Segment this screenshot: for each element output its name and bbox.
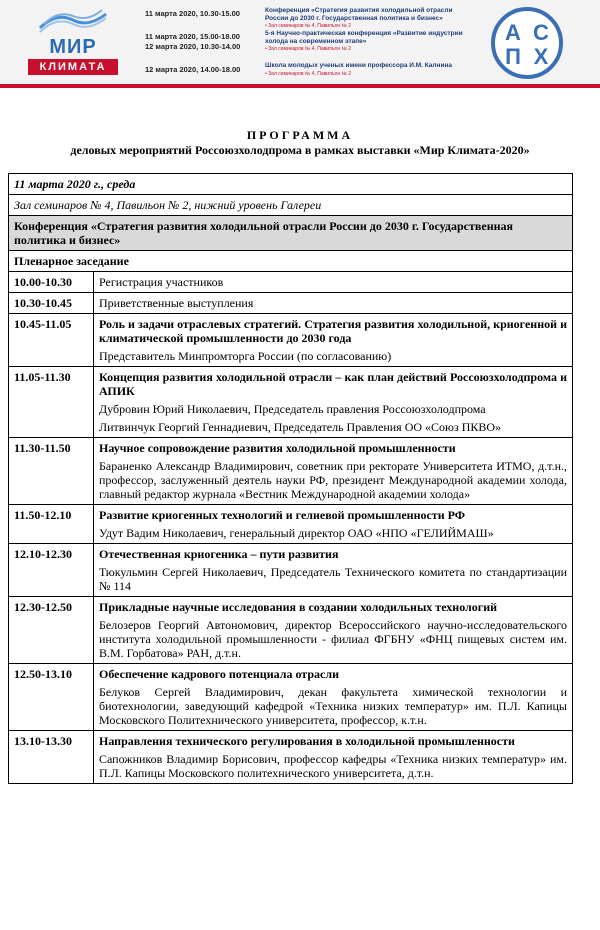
speaker: Дубровин Юрий Николаевич, Председатель правления Россоюзхолодпрома [99,402,486,416]
session-row [9,251,573,272]
speaker: Сапожников Владимир Борисович, профессор кафедры «Техника низких температур» им. П.Л. Капицы Московского политехнического университета, д.т.н. [99,752,567,780]
event-dates: 11 марта 2020, 10.30-15.00 [145,9,240,18]
slot-time: 11.05-11.30 [9,367,94,438]
table-row [9,272,573,293]
emblem-letter: Х [533,44,549,69]
slot-time: 12.30-12.50 [9,597,94,664]
slot-content [94,438,573,505]
conference-row [9,216,573,251]
page-subtitle: деловых мероприятий Россоюзхолодпрома в рамках выставки «Мир Климата-2020» [70,143,530,157]
speaker: Тюкульмин Сергей Николаевич, Председатель Технического комитета по стандартизации № 114 [99,565,567,593]
banner-event-2 [145,30,485,54]
table-row [9,597,573,664]
logo-word-mir: МИР [49,36,97,58]
event-banner [0,0,600,88]
event-dates: 12 марта 2020, 14.00-18.00 [145,65,241,74]
slot-text: Регистрация участников [94,272,573,293]
event-location: • Зал семинаров № 4, Павильон № 2 [265,46,352,52]
logo-word-klimata: КЛИМАТА [28,59,118,75]
table-row [9,314,573,367]
page-title: ПРОГРАММА [246,128,354,142]
emblem-letter: С [533,20,549,45]
talk-title: Концепция развития холодильной отрасли – как план действий Россоюзхолодпрома и АПИК [99,370,567,398]
speaker: Бараненко Александр Владимирович, советник при ректорате Университета ИТМО, д.т.н., профессор, заслуженный деятель науки РФ, президент Международной академии холода, главный редактор журнала «Вестник Международной академии холода» [99,459,567,501]
banner-event-3 [145,62,485,82]
table-row [9,664,573,731]
slot-time: 12.50-13.10 [9,664,94,731]
slot-text: Приветственные выступления [94,293,573,314]
speaker: Белуков Сергей Владимирович, декан факультета химической технологии и биотехнологии, заведующий кафедрой «Техника низких температур» им. П.Л. Капицы Московского Политехнического университета, профессор, к.т.н. [99,685,567,727]
slot-content [94,664,573,731]
banner-divider [0,84,600,88]
table-row [9,544,573,597]
table-row [9,438,573,505]
speaker: Литвинчук Георгий Геннадиевич, Председатель Правления ОО «Союз ПКВО» [99,420,502,434]
table-row [9,293,573,314]
speaker: Представитель Минпромторга России (по согласованию) [99,349,392,363]
talk-title: Роль и задачи отраслевых стратегий. Стратегия развития холодильной, криогенной и климатической промышленности до 2030 года [99,317,567,345]
slot-content [94,314,573,367]
slot-time: 12.10-12.30 [9,544,94,597]
slot-content [94,544,573,597]
speaker: Удут Вадим Николаевич, генеральный директор ОАО «НПО «ГЕЛИЙМАШ» [99,526,494,540]
slot-time: 10.45-11.05 [9,314,94,367]
venue-row [9,195,573,216]
program-table [8,173,573,784]
slot-content [94,731,573,784]
slot-time: 11.50-12.10 [9,505,94,544]
program-date: 11 марта 2020 г., среда [9,174,573,195]
program-venue: Зал семинаров № 4, Павильон № 2, нижний уровень Галереи [9,195,573,216]
session-title: Пленарное заседание [9,251,573,272]
event-dates: 11 марта 2020, 15.00-18.00 12 марта 2020, 10.30-14.00 [145,32,241,51]
event-title: Конференция «Стратегия развития холодильной отрасли России до 2030 г. Государственная политика и бизнес» [265,7,453,22]
slot-time: 10.00-10.30 [9,272,94,293]
table-row [9,731,573,784]
slot-time: 11.30-11.50 [9,438,94,505]
aspkh-emblem [490,6,564,80]
talk-title: Отечественная криогеника – пути развития [99,547,339,561]
talk-title: Прикладные научные исследования в создании холодильных технологий [99,600,498,614]
table-row [9,367,573,438]
event-title: Школа молодых ученых имени профессора И.М. Калнина [265,62,453,69]
event-title: 5-я Научно-практическая конференция «Развитие индустрии холода на современном этапе» [265,30,463,45]
conference-title: Конференция «Стратегия развития холодильной отрасли России до 2030 г. Государственная политика и бизнес» [9,216,573,251]
emblem-letter: П [505,44,521,69]
talk-title: Обеспечение кадрового потенциала отрасли [99,667,339,681]
talk-title: Развитие криогенных технологий и гелиевой промышленности РФ [99,508,466,522]
date-row [9,174,573,195]
talk-title: Направления технического регулирования в холодильной промышленности [99,734,515,748]
banner-event-1 [145,7,485,29]
slot-time: 13.10-13.30 [9,731,94,784]
table-row [9,505,573,544]
slot-content [94,505,573,544]
waves-icon [38,8,108,34]
talk-title: Научное сопровождение развития холодильной промышленности [99,441,456,455]
slot-content [94,597,573,664]
mir-klimata-logo [28,8,118,74]
emblem-letter: А [505,20,521,45]
slot-content [94,367,573,438]
event-location: • Зал семинаров № 4, Павильон № 2 [265,23,352,29]
speaker: Белозеров Георгий Автономович, директор Всероссийского научно-исследовательского института холодильной промышленности - филиал ФГБНУ «ФНЦ пищевых систем им. В.М. Горбатова» РАН, д.т.н. [99,618,567,660]
event-location: • Зал семинаров № 4, Павильон № 2 [265,71,352,77]
slot-time: 10.30-10.45 [9,293,94,314]
